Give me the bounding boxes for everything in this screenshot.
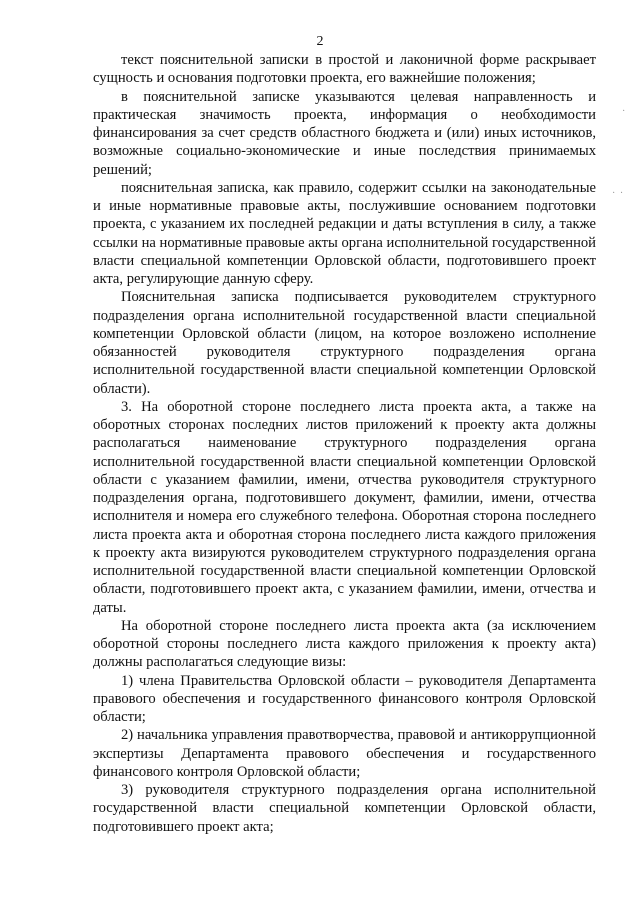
paragraph-explanatory-text: текст пояснительной записки в простой и лаконичной форме раскрывает сущность и основания подготовки проекта, его важнейшие положения; (93, 52, 596, 87)
visa-item-1: 1) члена Правительства Орловской области – руководителя Департамента правового обеспечения и государственного финансового контроля Орловской области; (93, 672, 596, 725)
document-body (93, 51, 596, 836)
paragraph-visas-intro: На оборотной стороне последнего листа проекта акта (за исключением оборотной стороны последнего листа каждого приложения к проекту акта) должны располагаться следующие визы: (93, 617, 596, 671)
visa-item-3: 3) руководителя структурного подразделения органа исполнительной государственной власти специальной компетенции Орловской области, подготовившего проект акта; (93, 782, 596, 835)
page-number: 2 (316, 34, 324, 49)
scan-speck-mark: · · (612, 188, 625, 199)
scan-speck-mark: · (622, 106, 627, 117)
visa-item-2: 2) начальника управления правотворчества, правовой и антикоррупционной экспертизы Департамента правового обеспечения и государственного финансового контроля Орловской области; (93, 727, 596, 780)
paragraph-signature: Пояснительная записка подписывается руководителем структурного подразделения органа исполнительной государственной власти специальной компетенции Орловской области (лицом, на которое возложено исполнение обязанностей руководителя структурного подразделения органа исполнительной государственной власти специальной компетенции Орловской области). (93, 289, 596, 397)
paragraph-item-3-reverse-side: 3. На оборотной стороне последнего листа проекта акта, а также на оборотных сторонах последних листов приложений к проекту акта должны располагаться наименование структурного подразделения органа исполнительной государственной власти специальной компетенции Орловской области с указанием фамилии, имени, отчества руководителя структурного подразделения органа, подготовившего документ, фамилии, имени, отчества исполнителя и номера его служебного телефона. Оборотная сторона последнего листа проекта акта и оборотная сторона последнего листа каждого приложения к проекту акта визируются руководителем структурного подразделения органа исполнительной государственной власти специальной компетенции Орловской области, подготовившего проект акта, с указанием фамилии, имени, отчества и даты. (93, 398, 596, 616)
paragraph-target-purpose: в пояснительной записке указываются целевая направленность и практическая значимость проекта, информация о необходимости финансирования за счет средств областного бюджета и (или) иных источников, возможные социально-экономические и иные последствия принимаемых решений; (93, 88, 596, 178)
paragraph-legal-references: пояснительная записка, как правило, содержит ссылки на законодательные и иные нормативные правовые акты, послужившие основанием подготовки проекта, с указанием их последней редакции и даты вступления в силу, а также ссылки на нормативные правовые акты органа исполнительной государственной власти специальной компетенции Орловской области, подготовившего проект акта, регулирующие данную сферу. (93, 179, 596, 287)
